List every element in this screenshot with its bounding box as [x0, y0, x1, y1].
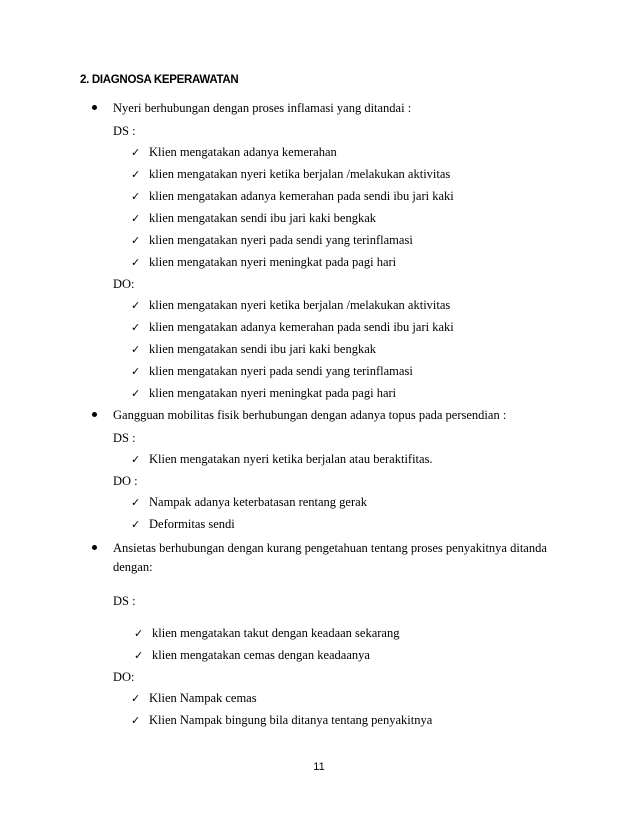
list-item: klien mengatakan sendi ibu jari kaki bengkak: [149, 342, 377, 356]
list-item: Klien Nampak cemas: [149, 691, 257, 705]
list-item: klien mengatakan nyeri pada sendi yang terinflamasi: [149, 233, 413, 247]
check-icon: ✓: [131, 146, 141, 159]
check-icon: ✓: [131, 518, 141, 531]
check-icon: ✓: [131, 234, 141, 247]
check-icon: ✓: [131, 365, 141, 378]
list-item: Klien mengatakan nyeri ketika berjalan atau beraktifitas.: [149, 452, 433, 466]
check-icon: ✓: [131, 496, 141, 509]
do-label: DO :: [113, 474, 138, 488]
do-label: DO:: [113, 670, 135, 684]
list-item: klien mengatakan takut dengan keadaan sekarang: [152, 626, 400, 640]
diagnosis-title-continued: dengan:: [113, 560, 153, 574]
list-item: Klien Nampak bingung bila ditanya tentang penyakitnya: [149, 713, 433, 727]
list-item: klien mengatakan nyeri meningkat pada pagi hari: [149, 255, 397, 269]
check-icon: ✓: [131, 387, 141, 400]
check-icon: ✓: [131, 299, 141, 312]
diagnosis-title: Nyeri berhubungan dengan proses inflamasi yang ditandai :: [113, 101, 412, 115]
list-item: klien mengatakan nyeri ketika berjalan /melakukan aktivitas: [149, 298, 451, 312]
list-item: Nampak adanya keterbatasan rentang gerak: [149, 495, 367, 509]
ds-label: DS :: [113, 594, 136, 608]
list-item: klien mengatakan nyeri ketika berjalan /melakukan aktivitas: [149, 167, 451, 181]
bullet-icon: [92, 105, 97, 110]
list-item: klien mengatakan nyeri pada sendi yang terinflamasi: [149, 364, 413, 378]
bullet-icon: [92, 545, 97, 550]
check-icon: ✓: [134, 649, 144, 662]
do-label: DO:: [113, 277, 135, 291]
list-item: Deformitas sendi: [149, 517, 235, 531]
check-icon: ✓: [131, 212, 141, 225]
bullet-icon: [92, 412, 97, 417]
check-icon: ✓: [131, 714, 141, 727]
check-icon: ✓: [131, 321, 141, 334]
check-icon: ✓: [131, 256, 141, 269]
list-item: Klien mengatakan adanya kemerahan: [149, 145, 337, 159]
list-item: klien mengatakan cemas dengan keadaanya: [152, 648, 370, 662]
check-icon: ✓: [131, 168, 141, 181]
check-icon: ✓: [131, 692, 141, 705]
check-icon: ✓: [131, 343, 141, 356]
diagnosis-title: Ansietas berhubungan dengan kurang pengetahuan tentang proses penyakitnya ditanda: [113, 541, 547, 555]
diagnosis-title: Gangguan mobilitas fisik berhubungan dengan adanya topus pada persendian :: [113, 408, 507, 422]
check-icon: ✓: [134, 627, 144, 640]
list-item: klien mengatakan sendi ibu jari kaki bengkak: [149, 211, 377, 225]
ds-label: DS :: [113, 124, 136, 138]
list-item: klien mengatakan adanya kemerahan pada sendi ibu jari kaki: [149, 189, 454, 203]
ds-label: DS :: [113, 431, 136, 445]
section-heading: 2. DIAGNOSA KEPERAWATAN: [80, 74, 239, 86]
check-icon: ✓: [131, 453, 141, 466]
page-number: 11: [313, 761, 325, 773]
list-item: klien mengatakan adanya kemerahan pada sendi ibu jari kaki: [149, 320, 454, 334]
check-icon: ✓: [131, 190, 141, 203]
list-item: klien mengatakan nyeri meningkat pada pagi hari: [149, 386, 397, 400]
